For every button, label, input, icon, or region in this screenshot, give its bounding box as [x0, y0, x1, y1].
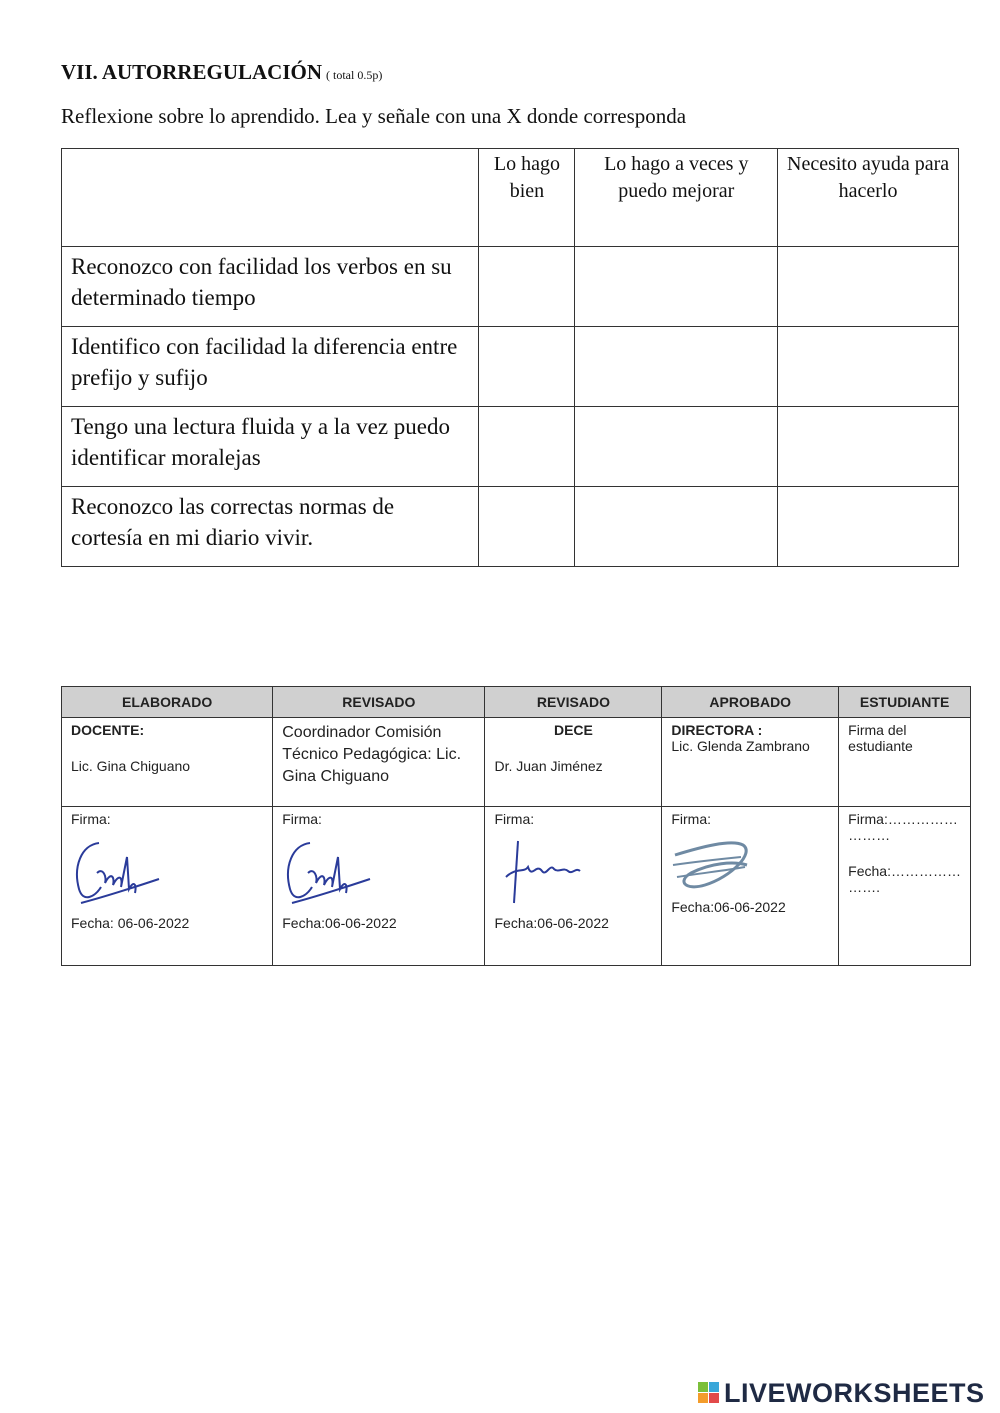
- fecha-text: Fecha: 06-06-2022: [71, 915, 190, 931]
- answer-cell-help[interactable]: [778, 247, 959, 327]
- student-fecha-dots: …….: [848, 879, 881, 895]
- student-fecha-field[interactable]: Fecha:……………: [848, 863, 961, 879]
- fecha-text: Fecha:06-06-2022: [494, 915, 609, 931]
- signature-cell-dece: [485, 807, 662, 966]
- self-assessment-table: [61, 148, 959, 567]
- answer-cell-sometimes[interactable]: [575, 487, 778, 567]
- role-name: Dr. Juan Jiménez: [494, 758, 603, 774]
- role-dece: [485, 718, 662, 807]
- roles-row: [62, 718, 971, 807]
- table-row: [62, 407, 959, 487]
- role-name: Lic. Gina Chiguano: [71, 758, 191, 774]
- header-cell-good: Lo hago bien: [479, 149, 575, 247]
- table-row: [62, 247, 959, 327]
- role-name: Firma del estudiante: [848, 722, 913, 754]
- header-cell-help: Necesito ayuda para hacerlo: [778, 149, 959, 247]
- statement-cell: Reconozco con facilidad los verbos en su determinado tiempo: [62, 247, 479, 327]
- signature-table: [61, 686, 971, 966]
- section-title-text: VII. AUTORREGULACIÓN: [61, 60, 322, 84]
- firma-label: Firma:: [494, 811, 535, 827]
- logo-text: LIVEWORKSHEETS: [724, 1377, 985, 1408]
- liveworksheets-logo[interactable]: [698, 1377, 985, 1408]
- signature-header-row: [62, 687, 971, 718]
- signature-image: [282, 837, 372, 911]
- header-revisado-1: REVISADO: [273, 687, 485, 718]
- section-title: [61, 60, 382, 85]
- signature-cell-coordinador: [273, 807, 485, 966]
- table-header-row: [62, 149, 959, 247]
- answer-cell-help[interactable]: [778, 327, 959, 407]
- logo-mark-icon: [698, 1382, 720, 1404]
- role-estudiante: [839, 718, 971, 807]
- student-firma-dots: ………: [848, 827, 891, 843]
- role-directora: [662, 718, 839, 807]
- signature-cell-docente: [62, 807, 273, 966]
- header-elaborado: ELABORADO: [62, 687, 273, 718]
- header-estudiante: ESTUDIANTE: [839, 687, 971, 718]
- section-points: ( total 0.5p): [326, 68, 383, 82]
- answer-cell-sometimes[interactable]: [575, 407, 778, 487]
- signature-cell-directora: [662, 807, 839, 966]
- header-cell-sometimes: Lo hago a veces y puedo mejorar: [575, 149, 778, 247]
- signature-image: [71, 837, 161, 911]
- header-aprobado: APROBADO: [662, 687, 839, 718]
- firma-label: Firma:: [671, 811, 711, 827]
- answer-cell-good[interactable]: [479, 407, 575, 487]
- table-row: [62, 327, 959, 407]
- instruction-text: Reflexione sobre lo aprendido. Lea y señale con una X donde corresponda: [61, 104, 687, 128]
- role-coordinador: [273, 718, 485, 807]
- role-label: DIRECTORA :: [671, 722, 763, 738]
- answer-cell-sometimes[interactable]: [575, 247, 778, 327]
- signature-cell-estudiante[interactable]: [839, 807, 971, 966]
- header-cell-empty: [62, 149, 479, 247]
- signature-image: [671, 837, 761, 895]
- table-row: [62, 487, 959, 567]
- student-firma-field[interactable]: Firma:……………: [848, 811, 958, 827]
- answer-cell-good[interactable]: [479, 487, 575, 567]
- answer-cell-help[interactable]: [778, 487, 959, 567]
- statement-cell: Identifico con facilidad la diferencia entre prefijo y sufijo: [62, 327, 479, 407]
- signature-image: [494, 837, 584, 911]
- role-label: DECE: [553, 722, 593, 738]
- header-revisado-2: REVISADO: [485, 687, 662, 718]
- firma-label: Firma:: [282, 811, 322, 827]
- role-name: Coordinador Comisión Técnico Pedagógica: Lic. Gina Chiguano: [282, 724, 462, 785]
- answer-cell-good[interactable]: [479, 247, 575, 327]
- statement-cell: Tengo una lectura fluida y a la vez puedo identificar moralejas: [62, 407, 479, 487]
- role-docente: [62, 718, 273, 807]
- role-label: DOCENTE:: [71, 722, 145, 738]
- statement-cell: Reconozco las correctas normas de cortesía en mi diario vivir.: [62, 487, 479, 567]
- firma-label: Firma:: [71, 811, 111, 827]
- fecha-text: Fecha:06-06-2022: [671, 899, 786, 915]
- role-name: Lic. Glenda Zambrano: [671, 738, 810, 754]
- answer-cell-help[interactable]: [778, 407, 959, 487]
- answer-cell-sometimes[interactable]: [575, 327, 778, 407]
- fecha-text: Fecha:06-06-2022: [282, 915, 397, 931]
- answer-cell-good[interactable]: [479, 327, 575, 407]
- signatures-row: [62, 807, 971, 966]
